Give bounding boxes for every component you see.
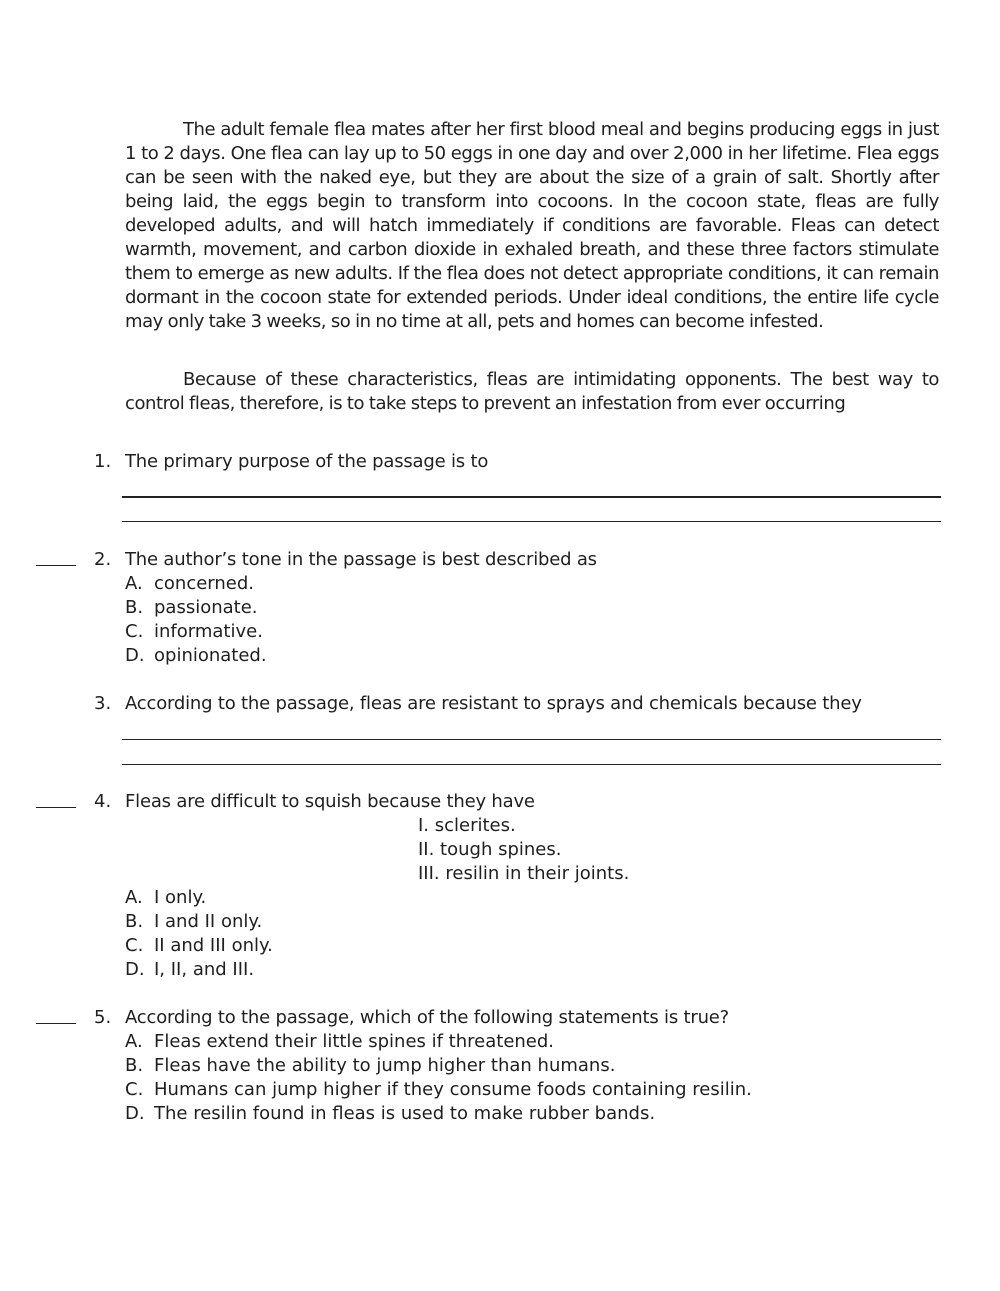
option: C. II and III only. [125, 935, 273, 956]
roman-item: II. tough spines. [418, 839, 562, 860]
option: B. passionate. [125, 597, 258, 618]
answer-blank[interactable] [36, 1023, 76, 1024]
option: A. Fleas extend their little spines if threatened. [125, 1031, 555, 1052]
question-number: 2. [94, 549, 112, 570]
option: A. concerned. [125, 573, 255, 594]
question-text: According to the passage, fleas are resistant to sprays and chemicals because they [125, 693, 862, 714]
roman-item: III. resilin in their joints. [418, 863, 630, 884]
passage-paragraph-2: Because of these characteristics, fleas are intimidating opponents. The best way to control fleas, therefore, is to take steps to prevent an infestation from ever occurring [125, 369, 939, 414]
answer-line[interactable] [122, 739, 941, 740]
option: C. informative. [125, 621, 263, 642]
option: A. I only. [125, 887, 207, 908]
answer-blank[interactable] [36, 565, 76, 566]
options-list [125, 1030, 752, 1126]
question-number: 1. [94, 451, 112, 472]
option: C. Humans can jump higher if they consume foods containing resilin. [125, 1079, 752, 1100]
question-text: The primary purpose of the passage is to [125, 451, 489, 472]
option: D. I, II, and III. [125, 959, 255, 980]
question-number: 4. [94, 791, 112, 812]
question-text: The author’s tone in the passage is best described as [125, 549, 597, 570]
answer-line[interactable] [122, 521, 941, 522]
roman-item: I. sclerites. [418, 815, 516, 836]
question-number: 3. [94, 693, 112, 714]
question-text: According to the passage, which of the following statements is true? [125, 1007, 730, 1028]
option: B. I and II only. [125, 911, 263, 932]
question-text: Fleas are difficult to squish because they have [125, 791, 535, 812]
option: B. Fleas have the ability to jump higher than humans. [125, 1055, 616, 1076]
passage-paragraph-1: The adult female flea mates after her first blood meal and begins producing eggs in just 1 to 2 days. One flea can lay up to 50 eggs in one day and over 2,000 in her lifetime. Flea eggs can be seen with the naked eye, but they are about the size of a grain of salt. Shortly after being laid, the eggs begin to transform into cocoons. In the cocoon state, fleas are fully developed adults, and will hatch immediately if conditions are favorable. Fleas can detect warmth, movement, and carbon dioxide in exhaled breath, and these three factors stimulate them to emerge as new adults. If the flea does not detect appropriate conditions, it can remain dormant in the cocoon state for extended periods. Under ideal conditions, the entire life cycle may only take 3 weeks, so in no time at all, pets and homes can become infested. [125, 119, 939, 332]
options-list [125, 886, 273, 982]
answer-line[interactable] [122, 764, 941, 765]
option: D. opinionated. [125, 645, 267, 666]
question-number: 5. [94, 1007, 112, 1028]
options-list [125, 572, 267, 668]
option: D. The resilin found in fleas is used to make rubber bands. [125, 1103, 656, 1124]
answer-line[interactable] [122, 496, 941, 498]
roman-list [418, 814, 629, 886]
answer-blank[interactable] [36, 807, 76, 808]
